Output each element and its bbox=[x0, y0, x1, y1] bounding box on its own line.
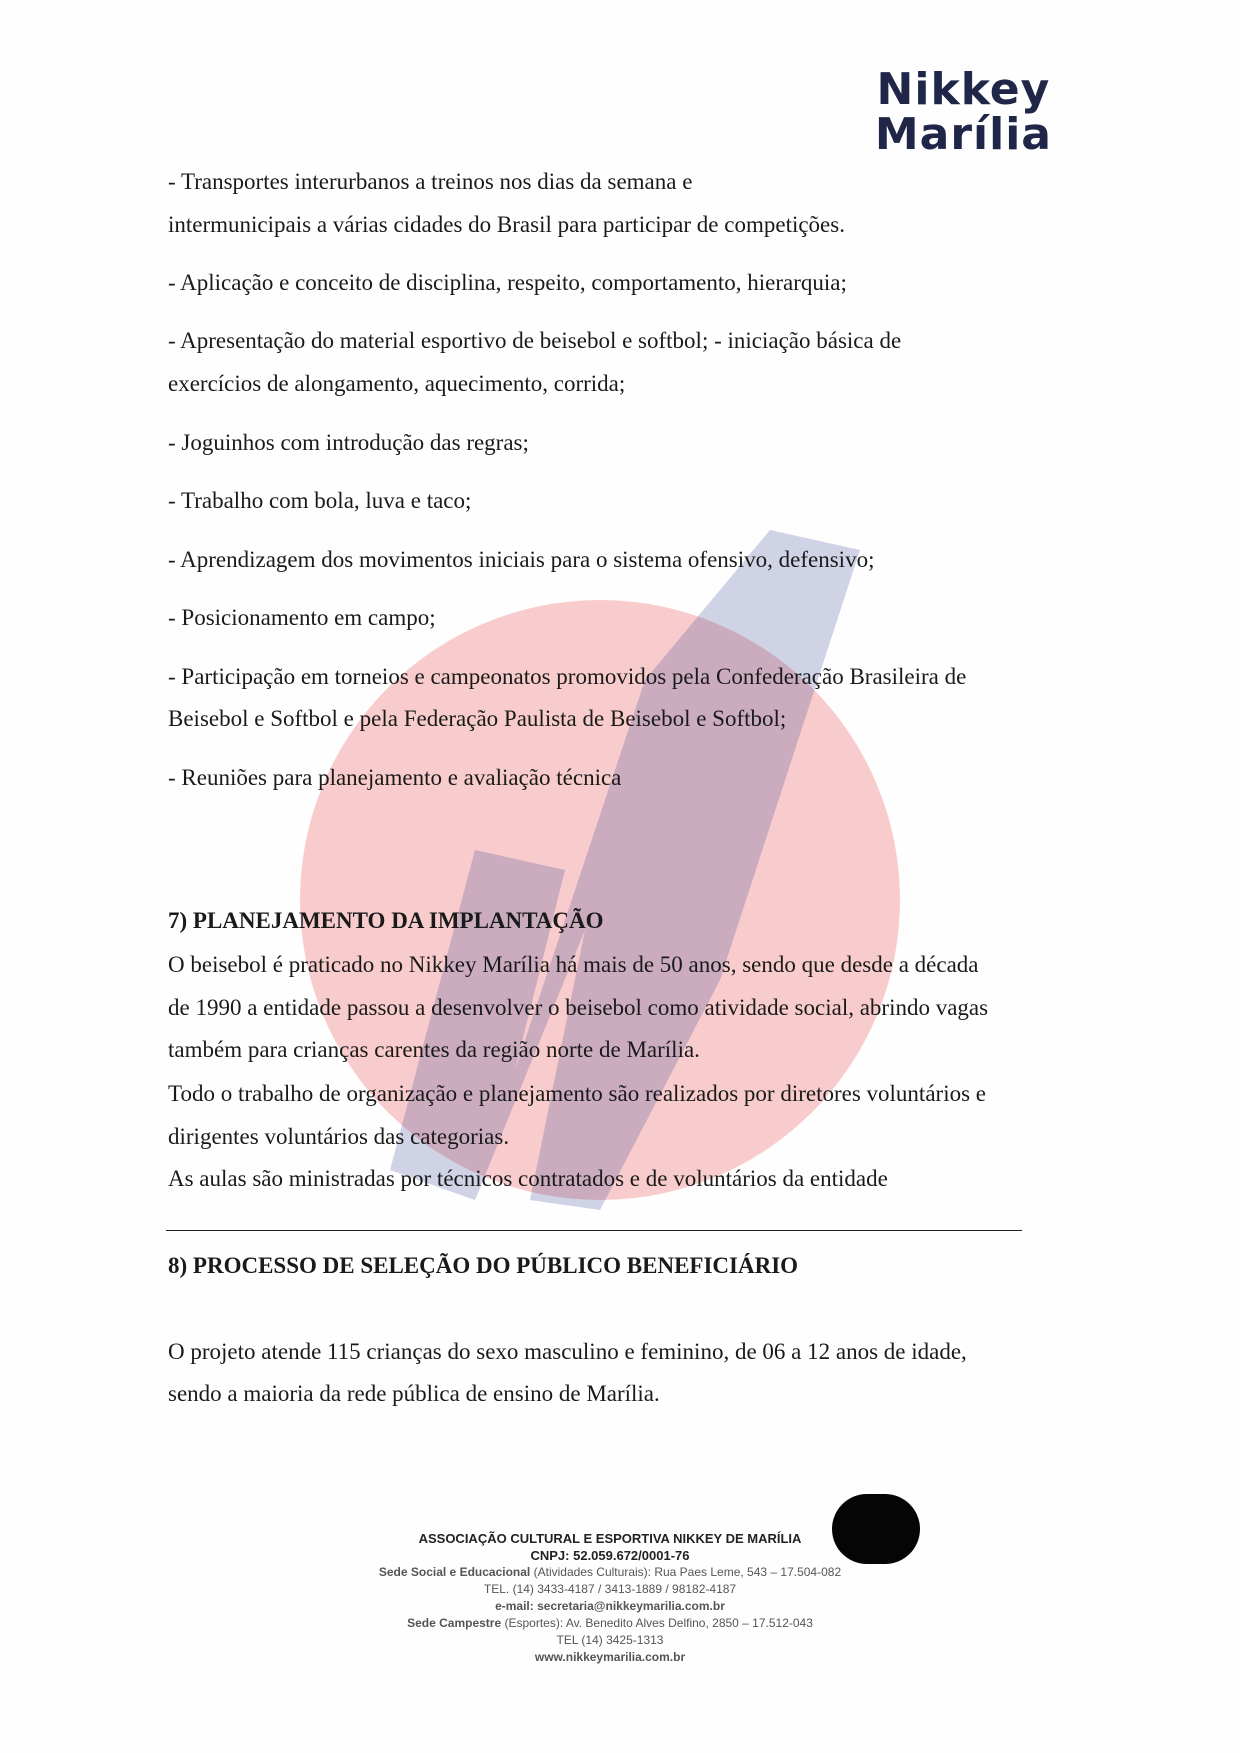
section-7-line: de 1990 a entidade passou a desenvolver o beisebol como atividade social, abrindo vagas bbox=[168, 995, 989, 1020]
body-line: - Apresentação do material esportivo de beisebol e softbol; - iniciação básica de bbox=[168, 328, 902, 353]
footer-sede-campestre-detail: (Esportes): Av. Benedito Alves Delfino, 2850 – 17.512-043 bbox=[504, 1616, 813, 1630]
letterhead-footer bbox=[300, 1530, 920, 1666]
body-line: exercícios de alongamento, aquecimento, corrida; bbox=[168, 371, 626, 396]
footer-website: www.nikkeymarilia.com.br bbox=[534, 1650, 686, 1664]
body-line: - Reuniões para planejamento e avaliação técnica bbox=[168, 765, 622, 790]
body-line: Beisebol e Softbol e pela Federação Paulista de Beisebol e Softbol; bbox=[168, 706, 787, 731]
logo-line-1: Nikkey bbox=[876, 64, 1051, 115]
footer-org-name: ASSOCIAÇÃO CULTURAL E ESPORTIVA NIKKEY DE MARÍLIA bbox=[418, 1531, 802, 1546]
body-line: - Joguinhos com introdução das regras; bbox=[168, 430, 529, 455]
footer-phone-1: TEL. (14) 3433-4187 / 3413-1889 / 98182-4187 bbox=[483, 1582, 737, 1596]
logo bbox=[874, 64, 1052, 160]
section-8-line: O projeto atende 115 crianças do sexo masculino e feminino, de 06 a 12 anos de idade, bbox=[168, 1339, 967, 1364]
footer-sede-social-detail: (Atividades Culturais): Rua Paes Leme, 543 – 17.504-082 bbox=[533, 1565, 842, 1579]
section-7-line: Todo o trabalho de organização e planejamento são realizados por diretores voluntários e bbox=[168, 1081, 986, 1106]
footer-phone-2: TEL (14) 3425-1313 bbox=[556, 1633, 664, 1647]
footer-cnpj: CNPJ: 52.059.672/0001-76 bbox=[530, 1548, 690, 1563]
body-line: - Posicionamento em campo; bbox=[168, 605, 436, 630]
section-8-heading: 8) PROCESSO DE SELEÇÃO DO PÚBLICO BENEFICIÁRIO bbox=[168, 1253, 799, 1278]
body-line: - Trabalho com bola, luva e taco; bbox=[168, 488, 472, 513]
section-8-line: sendo a maioria da rede pública de ensino de Marília. bbox=[168, 1381, 660, 1406]
footer-sede-social-label: Sede Social e Educacional bbox=[378, 1565, 531, 1579]
redaction-mark bbox=[832, 1494, 920, 1564]
section-7-heading: 7) PLANEJAMENTO DA IMPLANTAÇÃO bbox=[168, 908, 604, 933]
body-line: intermunicipais a várias cidades do Brasil para participar de competições. bbox=[168, 212, 845, 237]
section-7-line: As aulas são ministradas por técnicos contratados e de voluntários da entidade bbox=[168, 1166, 888, 1191]
body-line: - Aplicação e conceito de disciplina, respeito, comportamento, hierarquia; bbox=[168, 270, 847, 295]
body-line: - Aprendizagem dos movimentos iniciais para o sistema ofensivo, defensivo; bbox=[168, 547, 875, 572]
body-line: - Participação em torneios e campeonatos promovidos pela Confederação Brasileira de bbox=[168, 664, 967, 689]
footer-sede-campestre-label: Sede Campestre bbox=[407, 1616, 502, 1630]
section-7-line: dirigentes voluntários das categorias. bbox=[168, 1124, 510, 1149]
footer-email: e-mail: secretaria@nikkeymarilia.com.br bbox=[495, 1599, 725, 1613]
section-divider bbox=[166, 1230, 1022, 1231]
footer-sede-social bbox=[300, 1564, 920, 1581]
section-7-line: também para crianças carentes da região norte de Marília. bbox=[168, 1037, 700, 1062]
section-7-line: O beisebol é praticado no Nikkey Marília há mais de 50 anos, sendo que desde a década bbox=[168, 952, 979, 977]
footer-sede-campestre bbox=[300, 1615, 920, 1632]
body-line: - Transportes interurbanos a treinos nos dias da semana e bbox=[168, 169, 693, 194]
logo-line-2: Marília bbox=[874, 108, 1052, 160]
